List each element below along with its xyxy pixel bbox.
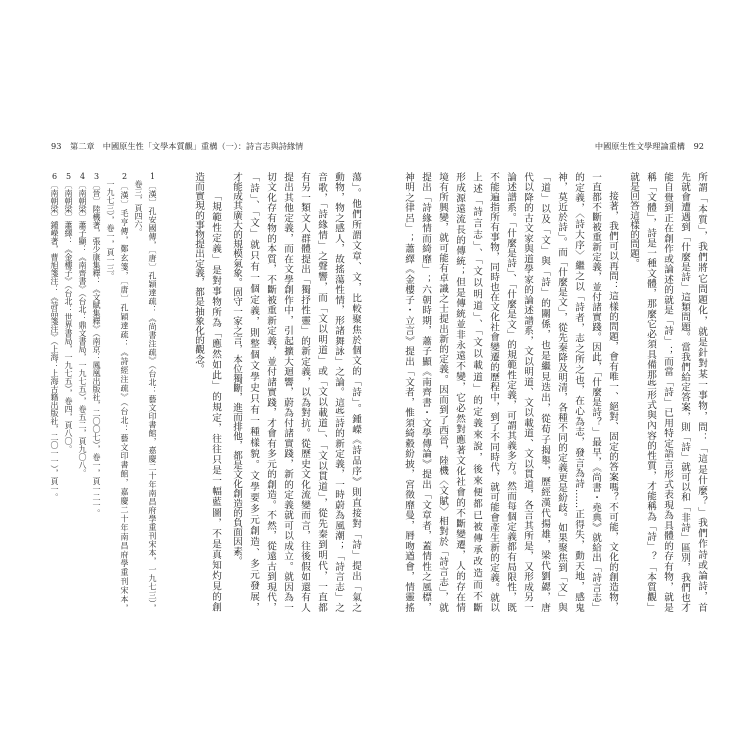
text-column: 不能遍指所有事物，同時也在文化社會變遷的歷程中，到了不同時代，就可能會產生新的定義。就以 — [488, 172, 499, 612]
text-column: 上述「詩言志」、「文以明道」、「文以載道」的定義來說，後來便都已被傳承改造而不斷 — [471, 172, 482, 612]
text-column: 切文化存有物的本質，不斷被重新定義，並付諸實踐，才會有多元的創造。不然，從遠古到現代， — [265, 172, 276, 612]
text-column: 「規範性定義」是對事物所為「應然如此」的規定，往往只是一幅藍圖，不是真知灼見的創 — [210, 191, 221, 612]
right-page-number: 92 — [693, 141, 704, 151]
text-column: 就是回答這樣的問題。 — [628, 172, 639, 268]
text-column: 提出「詩緣情而綺靡」；六朝時期，蕭子顯《南齊書・文學傳論》提出「文章者，蓋情性之風標， — [420, 172, 431, 612]
footnote-5: 5〔南朝梁〕蕭繹：《金樓子》（台北：世界書局，一九七五），卷四，頁八〇。 — [64, 172, 73, 453]
footnote-1: 1〔漢〕孔安國傳，〔唐〕孔穎達疏：《尚書注疏》（台北：藝文印書館，嘉慶二十年南昌府學重刊宋本，一九七三）， — [148, 172, 157, 612]
left-page-number: 93 — [51, 141, 62, 151]
right-book-title: 中國原生性文學理論重構 — [594, 141, 685, 151]
text-column: 所謂「本質」，我們將它問題化，就是針對某一事物，問：「這是什麼？」我們作詩或論詩，首 — [696, 172, 707, 612]
footnotes — [47, 172, 159, 612]
left-running-head — [45, 140, 303, 152]
footnote-4: 4〔南朝梁〕蕭子顯：《南齊書》（台北：鼎文書局，一九七五），卷五二，頁九〇八。 — [78, 172, 87, 477]
text-column: 先就會遭遇到「什麼是詩」這類問題。當我們給定答案，則「詩」就可以和「非詩」區別，我們也才 — [679, 172, 690, 612]
text-column: 神，莫近於詩」。而「什麼是文」，從先秦降及明清，各種不同的定義更是紛歧。如果聚焦到「文」與 — [556, 172, 567, 612]
text-column: 「道」以及「文」與「詩」的關係，也是繼見迭出，從荀子揭舉，歷經漢代揚雄，梁代劉勰，唐 — [539, 172, 550, 612]
text-column: 的定義，〈詩大序〉繼之以「詩者，志之所之也，在心為志，發言為詩……正得失，動天地，感鬼 — [573, 172, 584, 612]
text-column: 一直都不斷被重新定義，並付諸實踐。因此，「什麼是詩？」最早，《尚書・堯典》就給出「詩言志」 — [590, 172, 601, 612]
left-chapter-title: 第二章 中國原生性「文學本質觀」重構（一）：詩言志與詩緣情 — [70, 141, 304, 151]
footnote-6: 6〔南朝梁〕鍾嶸著，曹旭箋注：《詩品箋注》（上海：上海古籍出版社，二〇一一），頁一。 — [50, 172, 59, 501]
text-column: 能自覺到正在創作或論述的就是「詩」；而當「詩」已用特定語言形式表現為具體的存有物，就是 — [662, 172, 673, 612]
text-column: 動物，物之感人，故搖蕩性情，形諸舞詠」之論。這些詩的新定義，一時蔚為風潮；「詩言志」之 — [333, 172, 344, 612]
text-column: 代以降的古文家與道學家的論述譜系，文以明道、文以載道、文以貫道，各言其所是，又形成另一 — [522, 172, 533, 612]
text-column: 接著，我們可以再問：這樣的問題，會有唯一、絕對、固定的答案嗎？不可能，文化的創造物， — [607, 191, 618, 612]
text-column: 有另一類文人群體提出「獨抒性靈」的新定義，以為對抗。從歷史文化流變而言，往後假如還有人 — [299, 172, 310, 612]
text-column: 神明之律呂」；蕭繹《金樓子・立言》提出「文者，惟須綺縠紛披，宮徵靡曼，脣吻遒會，情靈搖 — [403, 172, 414, 612]
text-column: 稱「文體」，詩是一種文體，那麼它必須具備那些形式與內容的性質，才能稱為「詩」？「本質觀」 — [645, 172, 656, 612]
footnote-1-continued: 卷三，頁四六。 — [134, 180, 143, 236]
footnote-3: 3〔晉〕陸機著，張少康集釋：《文賦集釋》（南京：鳳凰出版社，二〇〇七），卷一，頁一二一。 — [92, 172, 101, 517]
text-column: 造而實現的事物提出定義，都是抽象化的觀念。 — [193, 172, 204, 374]
text-column: 音歌，「詩緣情」之聲響，而「文以明道」或「文以載道」、「文以貫道」，從先秦到明代，一直都 — [316, 172, 327, 612]
text-column: 境有所興變，就可能有卓識之士提出新的定義。因而到了西晉，陸機〈文賦〉相對於「詩言志」，就 — [437, 172, 448, 612]
text-column: 「詩」、「文」就只有一個定義，則整個文學史只有一種樣貌。文學要多元創造、多元發展， — [248, 172, 259, 612]
footnote-2: 2〔漢〕毛亨傳，鄭玄箋，〔唐〕孔穎達疏：《詩經注疏》（台北：藝文印書館，嘉慶二十年南昌府學重刊宋本， — [120, 172, 129, 612]
left-page-body — [190, 172, 364, 612]
right-page-body — [400, 172, 710, 612]
text-column: 論述譜系。「什麼是詩」、「什麼是文」的規範性定義，可謂其義多方。然而每個定義都有局限性，既 — [505, 172, 516, 612]
text-column: 形成源遠流長的傳統；但是傳統並非永遠不變，它必然對應著文化社會的不斷變遷，人的存在情 — [454, 172, 465, 612]
footnote-2-continued: 一九七三），卷一，頁一三。 — [106, 180, 115, 280]
text-column: 蕩」。他們所謂文章、文，比較聚焦於個文的「詩」。鍾嶸《詩品序》則直接對「詩」提出「氣之 — [350, 172, 361, 612]
right-running-head — [595, 140, 710, 152]
text-column: 提出其他定義，而在文學創作中，引起擴大迴響，蔚為付諸實踐，新的定義就可以成立。就因為一 — [282, 172, 293, 612]
text-column: 才能成其廣大的規模氣象。固守一家之言，本位獨斷，進而排他，都是文化創造的負面因素。 — [231, 172, 242, 566]
